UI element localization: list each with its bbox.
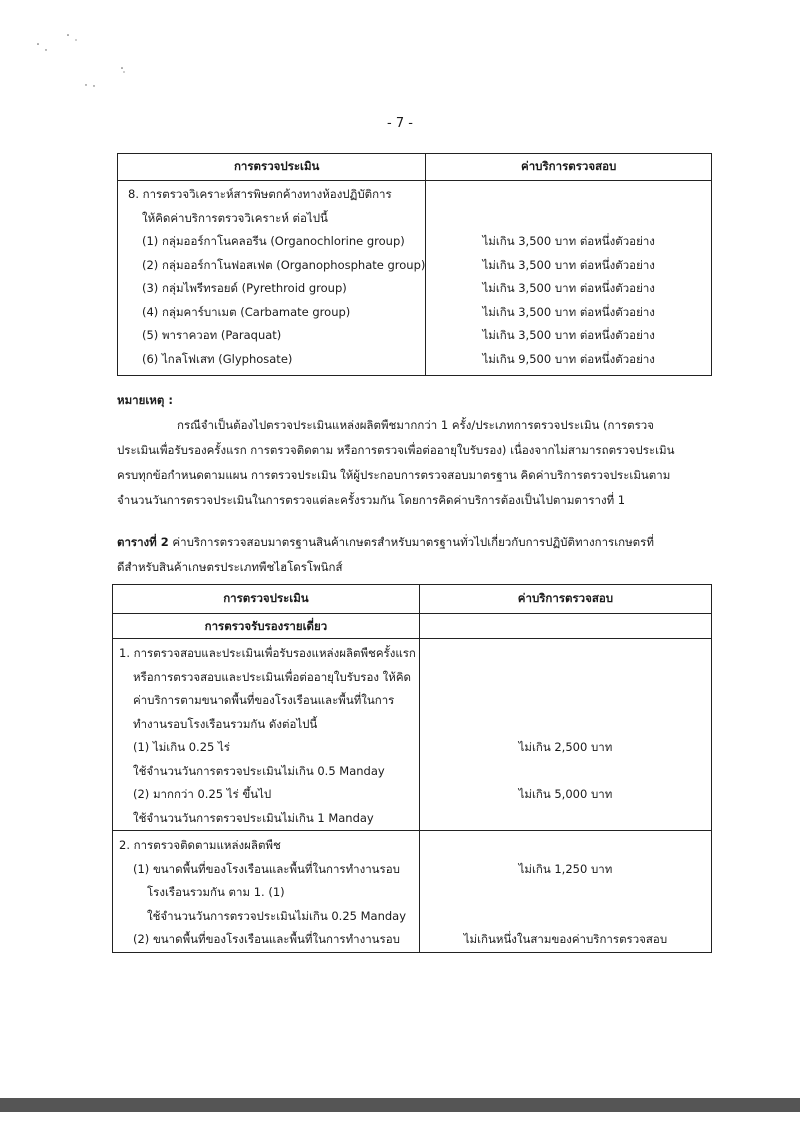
table2-s2-line: (2) ขนาดพื้นที่ของโรงเรือนและพื้นที่ในการทำงานรอบ bbox=[133, 932, 400, 946]
table2-caption-line: ค่าบริการตรวจสอบมาตรฐานสินค้าเกษตรสำหรับมาตรฐานทั่วไปเกี่ยวกับการปฏิบัติทางการเกษตรที่ bbox=[168, 535, 654, 549]
table2-subheader: การตรวจรับรองรายเดี่ยว bbox=[113, 614, 420, 639]
table2-s2-line: 2. การตรวจติดตามแหล่งผลิตพืช bbox=[119, 838, 281, 852]
note-line: ประเมินเพื่อรับรองครั้งแรก การตรวจติดตาม หรือการตรวจเพื่อต่ออายุใบรับรอง) เนื่องจากไม่สามารถตรวจประเมิน bbox=[117, 443, 675, 457]
table2-s2-price: ไม่เกิน 1,250 บาท bbox=[518, 861, 613, 876]
table1-price: ไม่เกิน 3,500 บาท ต่อหนึ่งตัวอย่าง bbox=[482, 281, 655, 295]
table1-header-fee: ค่าบริการตรวจสอบ bbox=[426, 154, 712, 181]
table2-header-fee: ค่าบริการตรวจสอบ bbox=[419, 585, 711, 614]
table2-s1-line: (2) มากกว่า 0.25 ไร่ ขึ้นไป bbox=[133, 787, 272, 801]
note-line: จำนวนวันการตรวจประเมินในการตรวจแต่ละครั้งรวมกัน โดยการคิดค่าบริการต้องเป็นไปตามตารางที่ 1 bbox=[117, 493, 626, 507]
table2-s1-line: ใช้จำนวนวันการตรวจประเมินไม่เกิน 0.5 Manday bbox=[133, 763, 385, 778]
note-title: หมายเหตุ : bbox=[117, 393, 173, 407]
table2-s1-price: ไม่เกิน 5,000 บาท bbox=[518, 787, 613, 801]
table2-s2-line: ใช้จำนวนวันการตรวจประเมินไม่เกิน 0.25 Manday bbox=[147, 908, 407, 923]
table1-item: (6) ไกลโฟเสท (Glyphosate) bbox=[142, 351, 293, 366]
table2-s2-price: ไม่เกินหนึ่งในสามของค่าบริการตรวจสอบ bbox=[463, 932, 668, 946]
table2-caption-label: ตารางที่ 2 bbox=[117, 535, 169, 549]
scan-edge-bar bbox=[0, 1098, 800, 1112]
table2-s1-line: ทำงานรอบโรงเรือนรวมกัน ดังต่อไปนี้ bbox=[133, 716, 318, 731]
table1-intro-line: ให้คิดค่าบริการตรวจวิเคราะห์ ต่อไปนี้ bbox=[142, 210, 328, 225]
table1-intro-line: 8. การตรวจวิเคราะห์สารพิษตกค้างทางห้องปฏิบัติการ bbox=[128, 187, 392, 201]
table2-caption bbox=[117, 530, 707, 580]
table2-s1-price: ไม่เกิน 2,500 บาท bbox=[518, 740, 613, 754]
table1-price: ไม่เกิน 9,500 บาท ต่อหนึ่งตัวอย่าง bbox=[482, 351, 655, 366]
note-line: ครบทุกข้อกำหนดตามแผน การตรวจประเมิน ให้ผู้ประกอบการตรวจสอบมาตรฐาน คิดค่าบริการตรวจประเมินตาม bbox=[117, 468, 671, 482]
table1-header-assessment: การตรวจประเมิน bbox=[118, 154, 426, 181]
note-line: กรณีจำเป็นต้องไปตรวจประเมินแหล่งผลิตพืชมากกว่า 1 ครั้ง/ประเภทการตรวจประเมิน (การตรวจ bbox=[177, 418, 654, 432]
table1-price: ไม่เกิน 3,500 บาท ต่อหนึ่งตัวอย่าง bbox=[482, 304, 655, 319]
table2-s1-line: หรือการตรวจสอบและประเมินเพื่อต่ออายุใบรับรอง ให้คิด bbox=[133, 669, 411, 684]
table2-s1-line: 1. การตรวจสอบและประเมินเพื่อรับรองแหล่งผลิตพืชครั้งแรก bbox=[119, 646, 416, 660]
table2-caption-line: ดีสำหรับสินค้าเกษตรประเภทพืชไฮโดรโพนิกส์ bbox=[117, 560, 343, 574]
table2-s2-line: โรงเรือนรวมกัน ตาม 1. (1) bbox=[147, 885, 285, 899]
table1-item: (4) กลุ่มคาร์บาเมต (Carbamate group) bbox=[142, 304, 351, 319]
table1-item: (3) กลุ่มไพรีทรอยด์ (Pyrethroid group) bbox=[142, 281, 347, 295]
table1-price: ไม่เกิน 3,500 บาท ต่อหนึ่งตัวอย่าง bbox=[482, 257, 655, 272]
table1-item: (1) กลุ่มออร์กาโนคลอรีน (Organochlorine group) bbox=[142, 234, 405, 248]
table2-s1-line: ใช้จำนวนวันการตรวจประเมินไม่เกิน 1 Manday bbox=[133, 810, 374, 825]
page-number: - 7 - bbox=[387, 116, 413, 131]
table1-price: ไม่เกิน 3,500 บาท ต่อหนึ่งตัวอย่าง bbox=[482, 234, 655, 248]
table1-price: ไม่เกิน 3,500 บาท ต่อหนึ่งตัวอย่าง bbox=[482, 328, 655, 342]
table2-s1-line: (1) ไม่เกิน 0.25 ไร่ bbox=[133, 740, 230, 754]
scan-specks bbox=[30, 30, 130, 100]
table2-s2-line: (1) ขนาดพื้นที่ของโรงเรือนและพื้นที่ในการทำงานรอบ bbox=[133, 861, 400, 876]
table2-header-assessment: การตรวจประเมิน bbox=[113, 585, 420, 614]
table1-item: (2) กลุ่มออร์กาโนฟอสเฟต (Organophosphate group) bbox=[142, 257, 426, 272]
table2-s1-line: ค่าบริการตามขนาดพื้นที่ของโรงเรือนและพื้นที่ในการ bbox=[133, 693, 395, 707]
note-body bbox=[117, 413, 707, 513]
hydroponic-fee-table bbox=[112, 584, 712, 953]
lab-analysis-fee-table bbox=[117, 153, 712, 376]
table1-item: (5) พาราควอท (Paraquat) bbox=[142, 328, 282, 342]
